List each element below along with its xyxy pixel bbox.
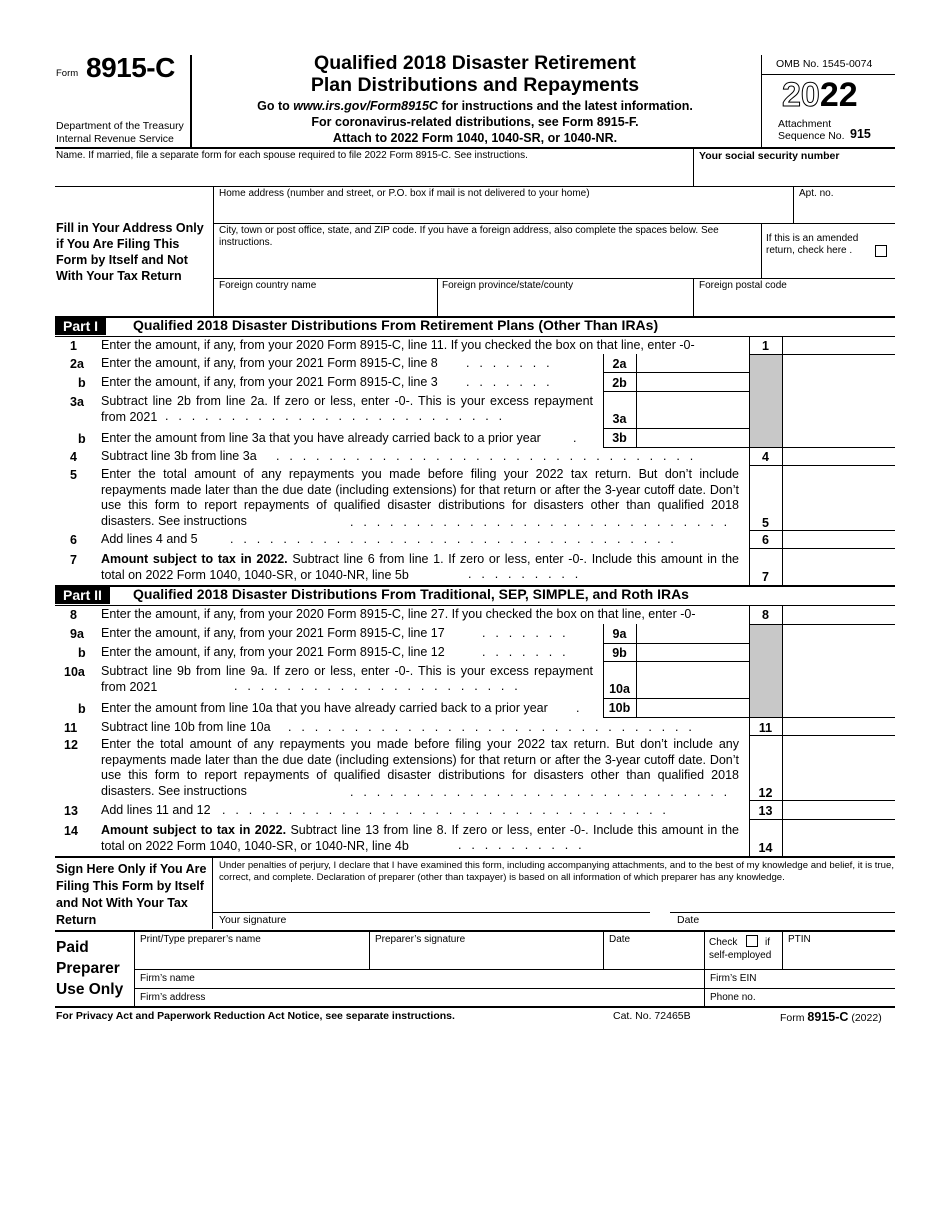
line-9b-amount[interactable] <box>637 644 748 661</box>
home-address-field[interactable] <box>219 202 789 222</box>
form-title <box>200 52 750 96</box>
line-9a-text: Enter the amount, if any, from your 2021 Form 8915-C, line 17 <box>101 626 445 640</box>
foreign-postal-field[interactable] <box>699 294 894 314</box>
line-13-text: Add lines 11 and 12 <box>101 803 211 817</box>
line-4-text: Subtract line 3b from line 3a <box>101 449 257 463</box>
line-3b-num: b <box>78 432 86 446</box>
preparer-date-label: Date <box>609 934 631 945</box>
apt-label: Apt. no. <box>799 188 834 199</box>
line-10b-amount[interactable] <box>637 699 748 716</box>
preparer-date-field[interactable] <box>609 948 701 968</box>
dept-treasury: Department of the Treasury <box>56 120 184 132</box>
line-9a-num: 9a <box>70 627 84 641</box>
line-14-text <box>101 823 739 854</box>
line-3a-num: 3a <box>70 395 84 409</box>
firm-ein-label: Firm’s EIN <box>710 973 757 984</box>
foreign-postal-label: Foreign postal code <box>699 280 787 291</box>
line-8-num: 8 <box>70 608 77 622</box>
preparer-signature-label: Preparer’s signature <box>375 934 466 945</box>
phone-label: Phone no. <box>710 992 756 1003</box>
ptin-label: PTIN <box>788 934 811 945</box>
line-12-text: Enter the total amount of any repayments you made before filing your 2022 tax return. But don’t include any repayments made later than the due date (including extensions) for that return or after the 3-year cutoff date. Don’t use this form to report repayments of qualified disaster distributions for disasters other than qualified 2018 disasters. See instructions <box>101 737 739 798</box>
self-employed-checkbox[interactable] <box>746 935 758 947</box>
sign-section-label: Sign Here Only if You Are Filing This Form by Itself and Not With Your Tax Return <box>56 862 207 927</box>
line-7-text <box>101 552 739 583</box>
line-13-box-label: 13 <box>758 804 773 818</box>
ptin-field[interactable] <box>788 948 894 968</box>
form-word: Form <box>56 68 79 79</box>
firm-ein-field[interactable] <box>765 970 894 987</box>
line-14-num: 14 <box>64 824 78 838</box>
name-field[interactable] <box>56 164 692 186</box>
line-11-amount[interactable] <box>783 718 895 735</box>
if-label: if <box>765 937 770 948</box>
line-10b-num: b <box>78 702 86 716</box>
signature-field[interactable] <box>219 888 649 912</box>
foreign-province-field[interactable] <box>442 294 690 314</box>
ssn-label: Your social security number <box>699 150 840 162</box>
preparer-signature-field[interactable] <box>375 948 600 968</box>
line-4-box-label: 4 <box>762 450 769 464</box>
part1-tag: Part I <box>55 317 106 335</box>
home-address-label: Home address (number and street, or P.O. box if mail is not delivered to your home) <box>219 188 590 199</box>
line-6-amount[interactable] <box>783 531 895 548</box>
irs-label: Internal Revenue Service <box>56 133 174 145</box>
line-9b-text: Enter the amount, if any, from your 2021 Form 8915-C, line 12 <box>101 645 445 659</box>
line-2a-text: Enter the amount, if any, from your 2021 Form 8915-C, line 8 <box>101 356 438 370</box>
line-5-num: 5 <box>70 468 77 482</box>
line-11-text: Subtract line 10b from line 10a <box>101 720 271 734</box>
line-7-num: 7 <box>70 553 77 567</box>
city-field[interactable] <box>219 252 757 276</box>
line-1-num: 1 <box>70 339 77 353</box>
foreign-country-label: Foreign country name <box>219 280 317 291</box>
apt-field[interactable] <box>799 202 894 222</box>
form-title-line1: Qualified 2018 Disaster Retirement <box>314 52 636 74</box>
line-10b-box-label: 10b <box>608 701 631 715</box>
name-label: Name. If married, file a separate form for each spouse required to file 2022 Form 8915-C. See instructions. <box>56 150 528 161</box>
line-2b-box-label: 2b <box>612 376 627 390</box>
line-3b-box-label: 3b <box>612 431 627 445</box>
amended-label: If this is an amended return, check here . <box>766 233 859 256</box>
firm-address-label: Firm’s address <box>140 992 206 1003</box>
line-9a-box-label: 9a <box>612 627 627 641</box>
line-13-num: 13 <box>64 804 78 818</box>
omb-number: OMB No. 1545-0074 <box>776 58 873 70</box>
line-13-amount[interactable] <box>783 801 895 818</box>
form-number: 8915-C <box>86 52 175 83</box>
catalog-number: Cat. No. 72465B <box>613 1010 691 1022</box>
line-12-box-label: 12 <box>758 786 773 800</box>
self-employed-label: self-employed <box>709 950 772 961</box>
tax-year-bold: 22 <box>819 76 858 114</box>
line-11-box-label: 11 <box>758 721 773 735</box>
line-9b-num: b <box>78 646 86 660</box>
line-8-box-label: 8 <box>762 608 769 622</box>
line-7-amount[interactable] <box>783 549 895 585</box>
privacy-notice: For Privacy Act and Paperwork Reduction Act Notice, see separate instructions. <box>56 1010 455 1022</box>
foreign-province-label: Foreign province/state/county <box>442 280 574 291</box>
line-2b-num: b <box>78 376 86 390</box>
line-7-box-label: 7 <box>762 570 769 584</box>
line-6-box-label: 6 <box>762 533 769 547</box>
line-2a-num: 2a <box>70 357 84 371</box>
line-14-body: Subtract line 13 from line 8. If zero or less, enter -0-. Include this amount in the total on 2022 Form 1040, 1040-SR, or 1040-NR, line 4b <box>101 823 740 853</box>
line-10a-text: Subtract line 9b from line 9a. If zero or less, enter -0-. This is your excess repayment from 2021 <box>101 664 593 694</box>
line-7-bold: Amount subject to tax in 2022. <box>101 552 288 566</box>
footer-form-ref: Form 8915-C (2022) <box>780 1010 882 1024</box>
line-9b-box-label: 9b <box>612 646 627 660</box>
line-10b-text: Enter the amount from line 10a that you have already carried back to a prior year <box>101 701 548 715</box>
line-6-text: Add lines 4 and 5 <box>101 532 198 546</box>
line-12-num: 12 <box>64 738 78 752</box>
signature-label: Your signature <box>219 914 287 926</box>
sign-date-field[interactable] <box>676 888 894 912</box>
part2-title: Qualified 2018 Disaster Distributions From Traditional, SEP, SIMPLE, and Roth IRAs <box>133 586 689 602</box>
line-4-amount[interactable] <box>783 448 895 465</box>
firm-address-field[interactable] <box>210 989 700 1006</box>
line-12-amount[interactable] <box>783 736 895 800</box>
line-8-amount[interactable] <box>783 606 895 623</box>
line-1-box-label: 1 <box>762 339 769 353</box>
irs-url-link[interactable]: www.irs.gov/Form8915C <box>293 99 438 113</box>
line-1-text: Enter the amount, if any, from your 2020 Form 8915-C, line 11. If you checked the box on that line, enter -0- <box>101 338 695 352</box>
line-5-amount[interactable] <box>783 466 895 530</box>
line-1-amount[interactable] <box>783 337 895 354</box>
check-label: Check <box>709 937 738 948</box>
phone-field[interactable] <box>765 989 894 1006</box>
preparer-name-field[interactable] <box>140 948 366 968</box>
line-5-text: Enter the total amount of any repayments you made before filing your 2022 tax return. But don’t include repayments made later than the due date (including extensions) for that return or after the 3-year cutoff date. Don’t use this form to report repayments of qualified disaster distributions for disasters other than qualified 2018 disasters. See instructions <box>101 467 739 528</box>
firm-name-field[interactable] <box>200 970 700 987</box>
line-3a-amount[interactable] <box>637 392 748 428</box>
part2-tag: Part II <box>55 586 110 604</box>
preparer-name-label: Print/Type preparer’s name <box>140 934 261 945</box>
line-2b-amount[interactable] <box>637 373 748 391</box>
line-3a-box-label: 3a <box>612 412 627 426</box>
sequence-number: 915 <box>850 127 871 141</box>
line-6-num: 6 <box>70 533 77 547</box>
address-section-label: Fill in Your Address Only if You Are Filing This Form by Itself and Not With Your Tax Return <box>56 221 204 283</box>
line-10a-amount[interactable] <box>637 662 748 698</box>
line-14-bold: Amount subject to tax in 2022. <box>101 823 287 837</box>
form-title-line2: Plan Distributions and Repayments <box>310 74 640 96</box>
form-instructions <box>200 98 750 146</box>
attachment-label: Attachment <box>778 118 832 130</box>
line-10a-num: 10a <box>64 665 85 679</box>
line-2a-amount[interactable] <box>637 355 748 372</box>
attach-line: Attach to 2022 Form 1040, 1040-SR, or 1040-NR. <box>332 131 618 145</box>
line-9a-amount[interactable] <box>637 625 748 642</box>
line-3b-text: Enter the amount from line 3a that you have already carried back to a prior year <box>101 431 541 445</box>
firm-name-label: Firm’s name <box>140 973 195 984</box>
foreign-country-field[interactable] <box>219 294 433 314</box>
perjury-statement: Under penalties of perjury, I declare that I have examined this form, including accompanying attachments, and to the best of my knowledge and belief, it is true, correct, and complete. Declaration of preparer (other than taxpayer) is based on all information of which preparer has any knowledge. <box>219 860 894 883</box>
preparer-section-label: Paid Preparer Use Only <box>56 939 124 998</box>
line-8-text: Enter the amount, if any, from your 2020 Form 8915-C, line 27. If you checked the box on that line, enter -0- <box>101 607 696 621</box>
line-3b-amount[interactable] <box>637 429 748 446</box>
line-5-box-label: 5 <box>762 516 769 530</box>
city-label: City, town or post office, state, and ZIP code. If you have a foreign address, also complete the spaces below. See instructions. <box>219 225 719 248</box>
goto-line: Go to www.irs.gov/Form8915C for instructions and the latest information. <box>257 99 693 113</box>
line-14-box-label: 14 <box>758 841 773 855</box>
line-2b-text: Enter the amount, if any, from your 2021 Form 8915-C, line 3 <box>101 375 438 389</box>
tax-year-outline: 20 <box>782 76 820 114</box>
line-14-amount[interactable] <box>783 820 895 856</box>
line-11-num: 11 <box>64 721 78 735</box>
part1-title: Qualified 2018 Disaster Distributions From Retirement Plans (Other Than IRAs) <box>133 317 659 333</box>
line-3a-text: Subtract line 2b from line 2a. If zero or less, enter -0-. This is your excess repayment from 2021 <box>101 394 593 424</box>
sign-date-label: Date <box>677 914 700 926</box>
line-4-num: 4 <box>70 450 77 464</box>
amended-checkbox[interactable] <box>875 245 887 257</box>
ssn-field[interactable] <box>699 164 894 186</box>
sequence-label: Sequence No. <box>778 130 845 142</box>
line-10a-box-label: 10a <box>609 682 630 696</box>
line-2a-box-label: 2a <box>612 357 627 371</box>
covid-line: For coronavirus-related distributions, see Form 8915-F. <box>311 115 639 129</box>
tax-year <box>782 76 858 115</box>
line-7-body: Subtract line 6 from line 1. If zero or less, enter -0-. Include this amount in the total on 2022 Form 1040, 1040-SR, or 1040-NR, line 5b <box>101 552 740 582</box>
